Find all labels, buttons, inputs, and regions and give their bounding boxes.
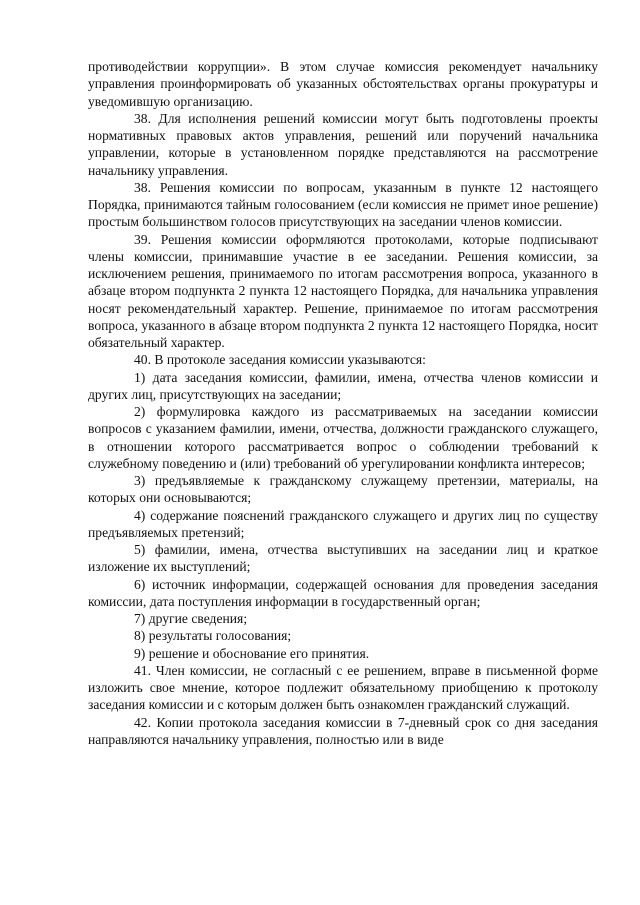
paragraph-38-drafts: 38. Для исполнения решений комиссии могут быть подготовлены проекты нормативных правовых актов управления, решений или поручений начальника управлении, которые в установленном порядке представляются на рассмотрение начальнику управления.: [88, 110, 598, 178]
document-page: [88, 58, 598, 748]
list-item-8: 8) результаты голосования;: [134, 628, 292, 644]
paragraph-39: 39. Решения комиссии оформляются протоколами, которые подписывают члены комиссии, принимавшие участие в ее заседании. Решения комиссии, за исключением решения, принимаемого по итогам рассмотрения вопроса, указанного в абзаце втором подпункта 2 пункта 12 настоящего Порядка, для начальника управления носят рекомендательный характер. Решение, принимаемое по итогам рассмотрения вопроса, указанного в абзаце втором подпункта 2 пункта 12 настоящего Порядка, носит обязательный характер.: [88, 231, 598, 350]
list-item-4: 4) содержание пояснений гражданского служащего и других лиц по существу предъявляемых претензий;: [88, 507, 598, 540]
list-item-1: 1) дата заседания комиссии, фамилии, имена, отчества членов комиссии и других лиц, присутствующих на заседании;: [88, 369, 598, 402]
list-item-3: 3) предъявляемые к гражданскому служащему претензии, материалы, на которых они основываются;: [88, 473, 598, 506]
list-item-7: 7) другие сведения;: [134, 611, 248, 626]
paragraph-42: 42. Копии протокола заседания комиссии в 7-дневный срок со дня заседания направляются начальнику управления, полностью или в виде: [88, 714, 598, 747]
paragraph-38-voting: 38. Решения комиссии по вопросам, указанным в пункте 12 настоящего Порядка, принимаются тайным голосованием (если комиссия не примет иное решение) простым большинством голосов присутствующих на заседании членов комиссии.: [88, 179, 598, 230]
paragraph-41: 41. Член комиссии, не согласный с ее решением, вправе в письменной форме изложить свое мнение, которое подлежит обязательному приобщению к протоколу заседания комиссии и с которым должен быть ознакомлен гражданский служащий.: [88, 662, 598, 713]
list-item-6: 6) источник информации, содержащей основания для проведения заседания комиссии, дата поступления информации в государственный орган;: [88, 576, 598, 609]
paragraph-40: 40. В протоколе заседания комиссии указываются:: [134, 352, 426, 368]
paragraph-continuation: противодействии коррупции». В этом случае комиссия рекомендует начальнику управления проинформировать об указанных обстоятельствах органы прокуратуры и уведомившую организацию.: [88, 59, 598, 109]
list-item-5: 5) фамилии, имена, отчества выступивших на заседании лиц и краткое изложение их выступлений;: [88, 542, 598, 575]
list-item-9: 9) решение и обоснование его принятия.: [134, 645, 370, 661]
list-item-2: 2) формулировка каждого из рассматриваемых на заседании комиссии вопросов с указанием фамилии, имени, отчества, должности гражданского служащего, в отношении которого рассматривается вопрос о соблюдении требований к служебному поведению и (или) требований об урегулировании конфликта интересов;: [88, 404, 598, 471]
